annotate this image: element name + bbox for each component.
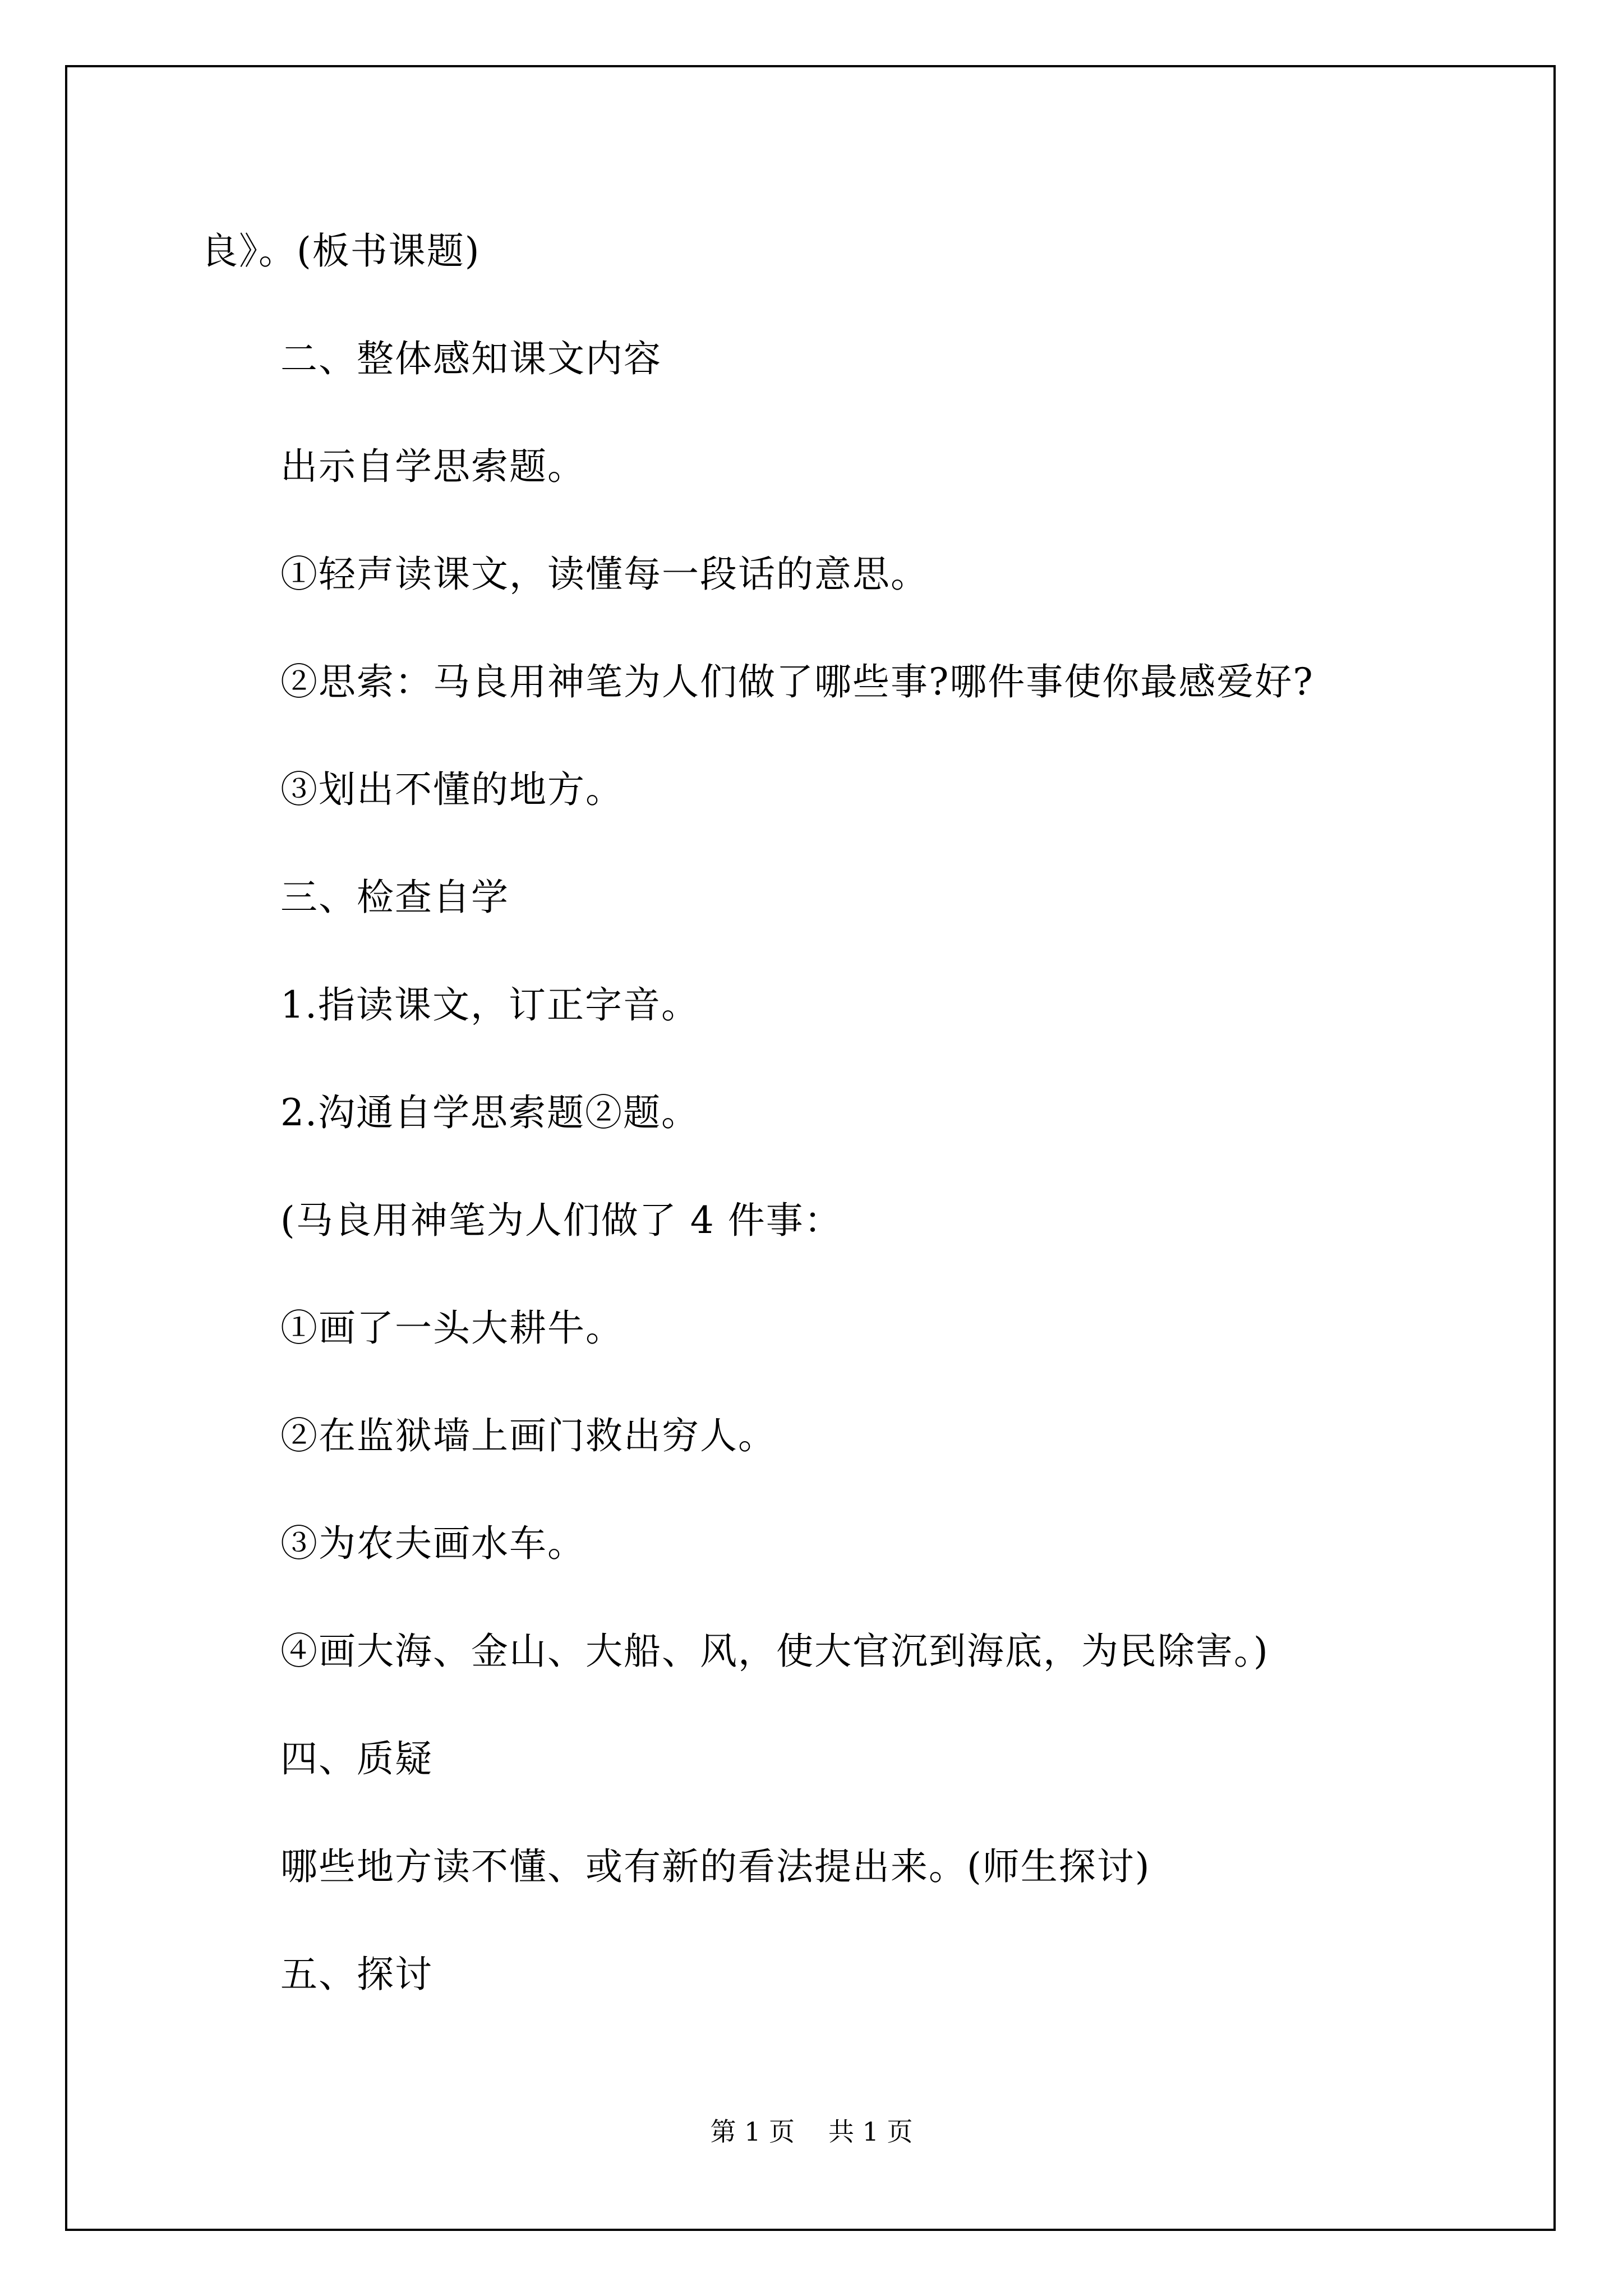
section-heading-5: 五、探讨 xyxy=(280,1953,433,1996)
page-footer xyxy=(0,2116,1623,2147)
text-line-16: 哪些地方读不懂、或有新的看法提出来。(师生探讨) xyxy=(280,1845,1151,1888)
section-heading-4: 四、质疑 xyxy=(280,1737,433,1780)
text-line-6: ③划出不懂的地方。 xyxy=(280,768,624,811)
text-line-8: 1.指读课文，订正字音。 xyxy=(280,983,699,1027)
text-line-9: 2.沟通自学思索题②题。 xyxy=(280,1091,699,1134)
text-line-10: (马良用神笔为人们做了 4 件事： xyxy=(280,1199,842,1242)
text-line-3: 出示自学思索题。 xyxy=(280,445,585,488)
text-line-11: ①画了一头大耕牛。 xyxy=(280,1306,624,1350)
section-heading-3: 三、检查自学 xyxy=(280,876,509,919)
section-heading-2: 二、整体感知课文内容 xyxy=(280,337,662,380)
text-line-5: ②思索：马良用神笔为人们做了哪些事?哪件事使你最感爱好? xyxy=(280,660,1314,703)
text-line-1: 良》。(板书课题) xyxy=(201,229,481,273)
page-border xyxy=(65,65,1556,2231)
text-line-4: ①轻声读课文，读懂每一段话的意思。 xyxy=(280,553,929,596)
text-line-12: ②在监狱墙上画门救出穷人。 xyxy=(280,1414,776,1457)
text-line-13: ③为农夫画水车。 xyxy=(280,1522,585,1565)
text-line-14: ④画大海、金山、大船、风，使大官沉到海底，为民除害。) xyxy=(280,1630,1269,1673)
page-number: 第 1 页 xyxy=(710,2116,795,2147)
page-total: 共 1 页 xyxy=(828,2116,913,2147)
